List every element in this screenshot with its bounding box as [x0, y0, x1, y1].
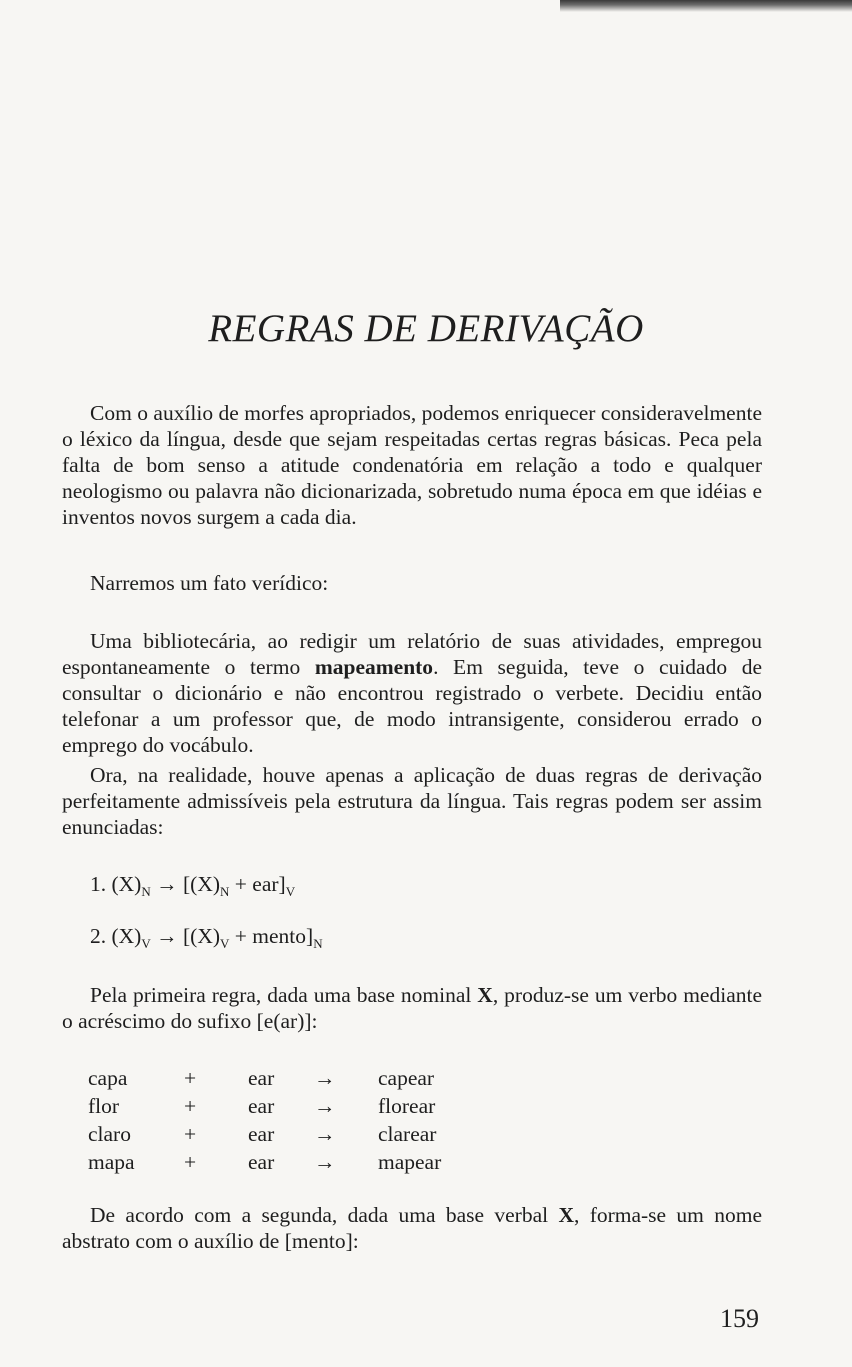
page-number: 159 — [720, 1304, 759, 1333]
table-row: mapa + ear → mapear — [88, 1148, 498, 1176]
term-mapeamento: mapeamento — [314, 655, 434, 679]
chapter-title: REGRAS DE DERIVAÇÃO — [208, 307, 644, 350]
table-row: claro + ear → clarear — [88, 1120, 498, 1148]
arrow-icon: → — [314, 1149, 336, 1174]
arrow-icon: → — [314, 1121, 336, 1146]
arrow-icon: → — [156, 872, 178, 896]
arrow-icon: → — [314, 1065, 336, 1090]
derivation-table — [88, 1064, 498, 1176]
table-row: capa + ear → capear — [88, 1064, 498, 1092]
table-row: flor + ear → florear — [88, 1092, 498, 1120]
rule-1: 1. $(X)_N \to [(X)_N + ear]_V$ — [90, 872, 296, 899]
paragraph-intro: Com o auxílio de morfes apropriados, podemos enriquecer consideravelmente o léxico da língua, desde que sejam respeitadas certas regras básicas. Peca pela falta de bom senso a atitude condenatória em relação a todo e qualquer neologismo ou palavra não dicionarizada, sobretudo numa época em que idéias e inventos novos surgem a cada dia. — [62, 401, 762, 529]
arrow-icon: → — [156, 924, 178, 948]
paragraph-rule-1-explanation: Pela primeira regra, dada uma base nominal X, produz-se um verbo mediante o acréscimo do sufixo [e(ar)]: — [62, 983, 763, 1033]
paragraph-story: Uma bibliotecária, ao redigir um relatório de suas atividades, empregou espontaneamente o termo mapeamento. Em seguida, teve o cuidado de consultar o dicionário e não encontrou registrado o verbete. Decidiu então telefonar a um professor que, de modo intransigente, considerou errado o emprego do vocábulo. — [62, 629, 762, 757]
paragraph-narrative-intro: Narremos um fato verídico: — [90, 571, 329, 595]
page-edge-shadow — [560, 0, 852, 12]
rule-2: 2. $(X)_V \to [(X)_V$ + $mento]_N$ — [90, 924, 323, 951]
arrow-icon: → — [314, 1093, 336, 1118]
paragraph-rules-intro: Ora, na realidade, houve apenas a aplicação de duas regras de derivação perfeitamente admissíveis pela estrutura da língua. Tais regras podem ser assim enunciadas: — [62, 763, 762, 839]
paragraph-rule-2-explanation: De acordo com a segunda, dada uma base verbal X, forma-se um nome abstrato com o auxílio de [mento]: — [62, 1203, 762, 1253]
